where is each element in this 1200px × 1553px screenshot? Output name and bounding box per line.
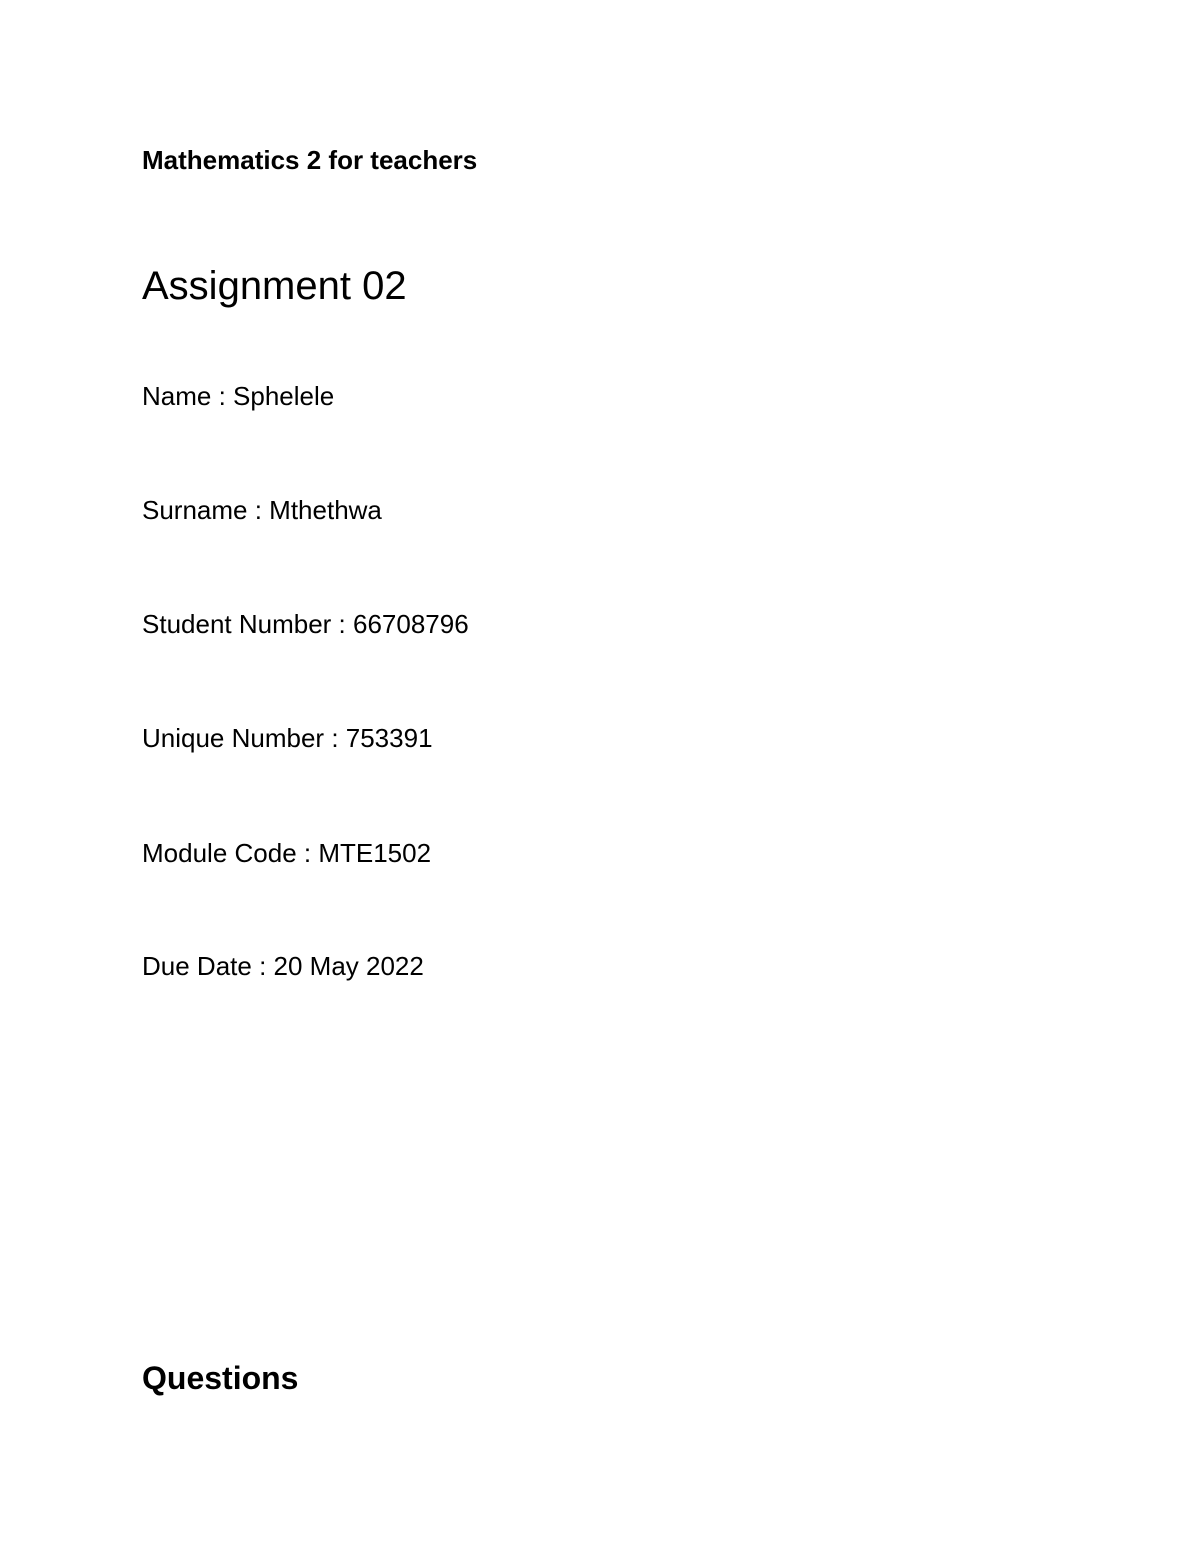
module-code-field: [142, 840, 431, 866]
field-label: Module Code: [142, 838, 297, 868]
questions-heading: Questions: [142, 1360, 299, 1396]
field-value: 20 May 2022: [273, 951, 424, 981]
field-label: Unique Number: [142, 723, 325, 753]
course-title: Mathematics 2 for teachers: [142, 145, 478, 175]
field-separator: :: [211, 381, 234, 411]
field-separator: :: [324, 723, 346, 753]
field-value: Mthethwa: [269, 495, 382, 525]
field-label: Due Date: [142, 951, 252, 981]
field-separator: :: [331, 609, 353, 639]
assignment-title: Assignment 02: [142, 264, 407, 308]
field-label: Student Number: [142, 609, 332, 639]
due-date-field: [142, 953, 424, 979]
name-field: [142, 383, 334, 409]
field-separator: :: [296, 838, 319, 868]
field-separator: :: [247, 495, 270, 525]
field-value: Sphelele: [233, 381, 335, 411]
surname-field: [142, 497, 382, 523]
field-label: Surname: [142, 495, 248, 525]
field-value: MTE1502: [318, 838, 432, 868]
student-number-field: [142, 611, 469, 637]
field-label: Name: [142, 381, 212, 411]
unique-number-field: [142, 725, 433, 751]
field-value: 753391: [345, 723, 433, 753]
field-separator: :: [251, 951, 274, 981]
field-value: 66708796: [353, 609, 469, 639]
